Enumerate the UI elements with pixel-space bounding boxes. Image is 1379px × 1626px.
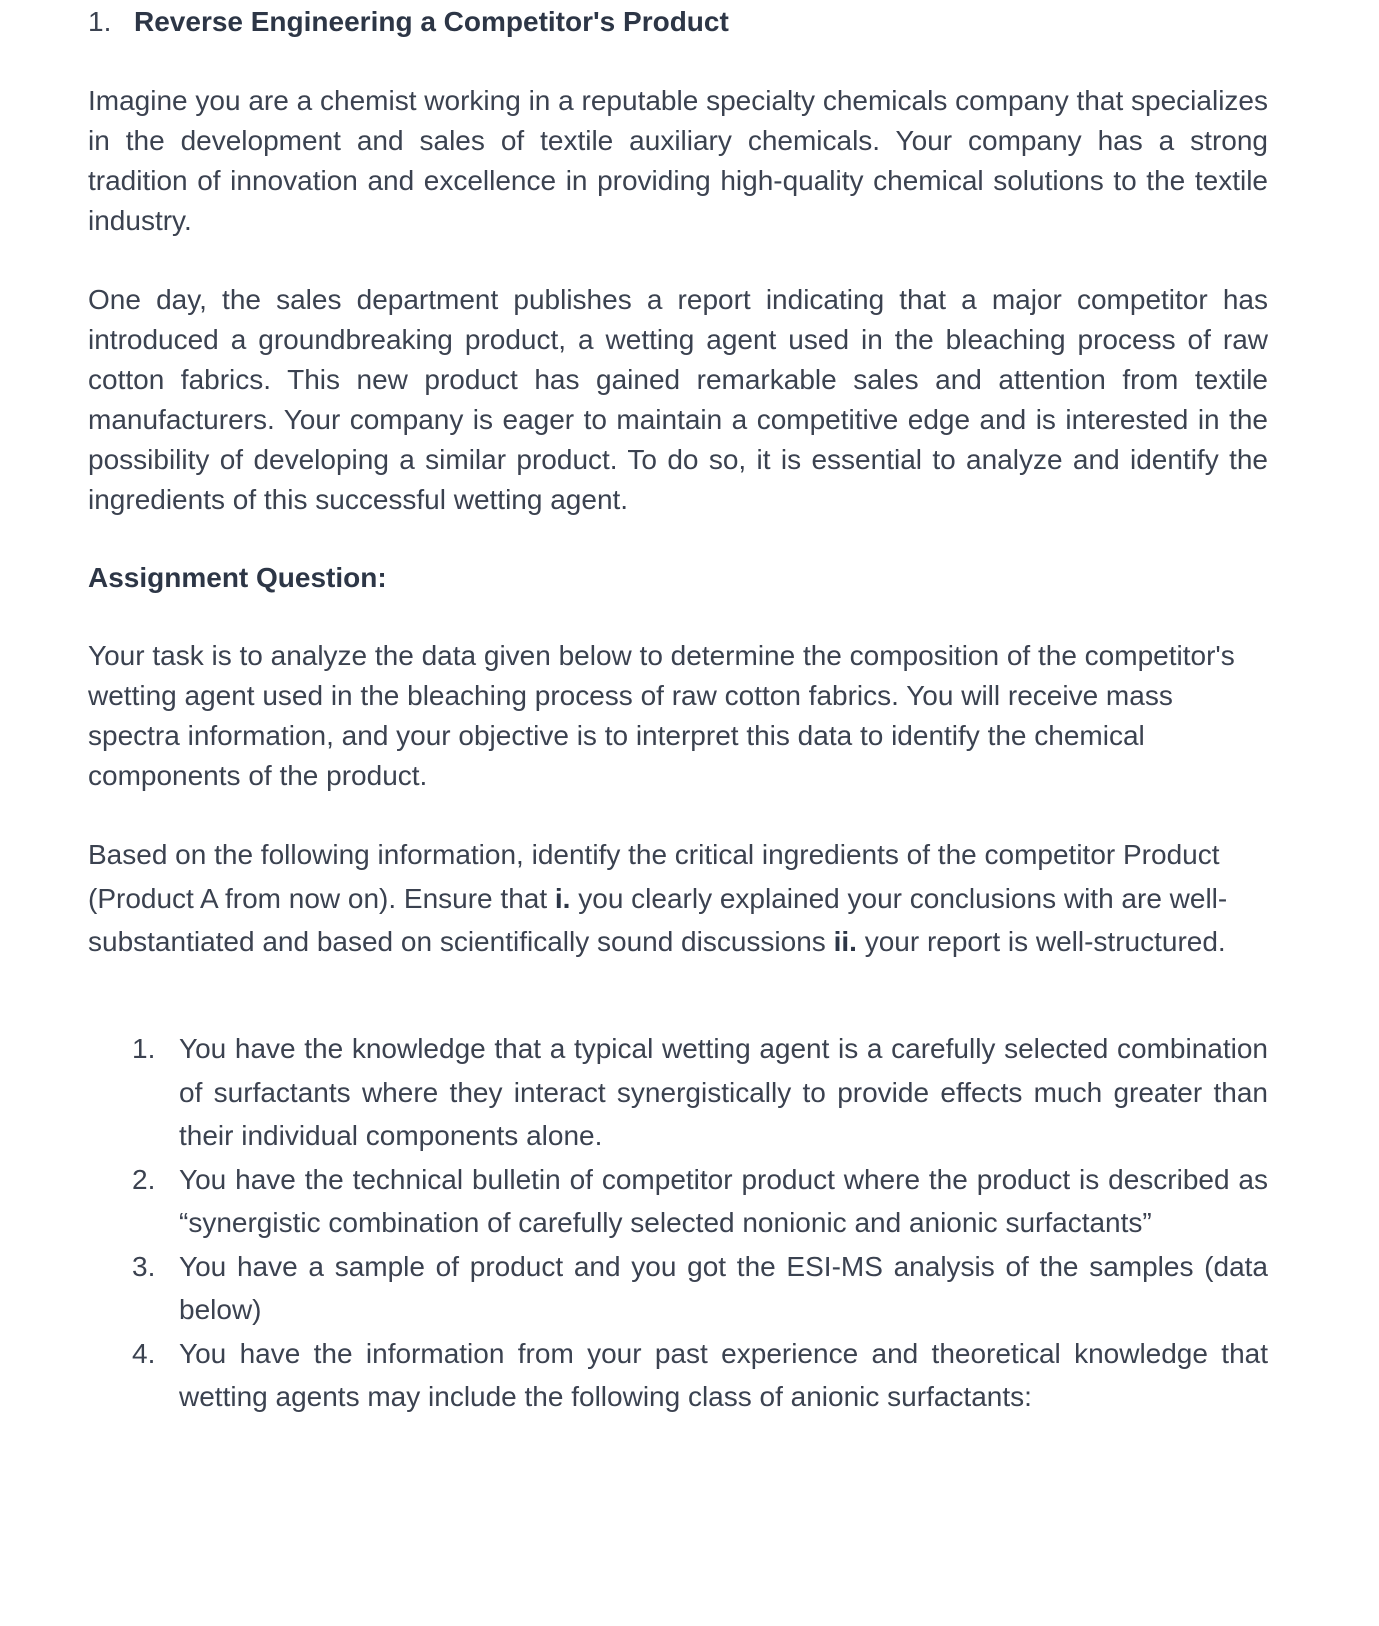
list-number: 3.	[132, 1250, 156, 1282]
task-paragraph: Your task is to analyze the data given below to determine the composition of the competitor's wetting agent used in the bleaching process of raw cotton fabrics. You will receive mass spectra information, and your objective is to interpret this data to identify the chemical components of the product.	[88, 640, 1235, 791]
section-title: Reverse Engineering a Competitor's Product	[134, 6, 729, 37]
instructions-text: your report is well-structured.	[856, 926, 1226, 957]
intro-paragraph: Imagine you are a chemist working in a reputable specialty chemicals company that specializes in the development and sales of textile auxiliary chemicals. Your company has a strong tradition of innovation and excellence in providing high-quality chemical solutions to the textile industry.	[88, 85, 1268, 236]
instructions-paragraph	[88, 833, 1268, 964]
scenario-paragraph: One day, the sales department publishes a report indicating that a major competitor has introduced a groundbreaking product, a wetting agent used in the bleaching process of raw cotton fabrics. This new product has gained remarkable sales and attention from textile manufacturers. Your company is eager to maintain a competitive edge and is interested in the possibility of developing a similar product. To do so, it is essential to analyze and identify the ingredients of this successful wetting agent.	[88, 284, 1268, 515]
list-text: You have a sample of product and you got the ESI-MS analysis of the samples (data below)	[179, 1250, 1268, 1325]
assignment-subheading: Assignment Question:	[88, 562, 387, 593]
list-text: You have the information from your past experience and theoretical knowledge that wetting agents may include the following class of anionic surfactants:	[179, 1337, 1268, 1412]
instructions-text: Based on the following information, identify the critical ingredients of the competitor Product (Product A from now on). Ensure that	[88, 839, 1220, 914]
instructions-marker-i: i.	[554, 882, 571, 914]
list-item	[132, 1158, 1268, 1245]
list-number: 4.	[132, 1337, 156, 1369]
section-number: 1.	[88, 6, 112, 37]
list-text: You have the knowledge that a typical wetting agent is a carefully selected combination of surfactants where they interact synergistically to provide effects much greater than their individual components alone.	[179, 1033, 1268, 1151]
list-text: You have the technical bulletin of competitor product where the product is described as “synergistic combination of carefully selected nonionic and anionic surfactants”	[179, 1163, 1268, 1238]
list-item	[132, 1027, 1268, 1158]
section-heading	[88, 2, 1268, 42]
instructions-text: you clearly explained your conclusions with are well-substantiated and based on scientifically sound discussions	[88, 882, 1228, 957]
list-item	[132, 1245, 1268, 1332]
list-number: 1.	[132, 1033, 156, 1064]
instructions-marker-ii: ii.	[833, 926, 857, 957]
list-number: 2.	[132, 1163, 156, 1195]
list-item	[132, 1332, 1268, 1419]
information-list	[132, 1027, 1268, 1419]
